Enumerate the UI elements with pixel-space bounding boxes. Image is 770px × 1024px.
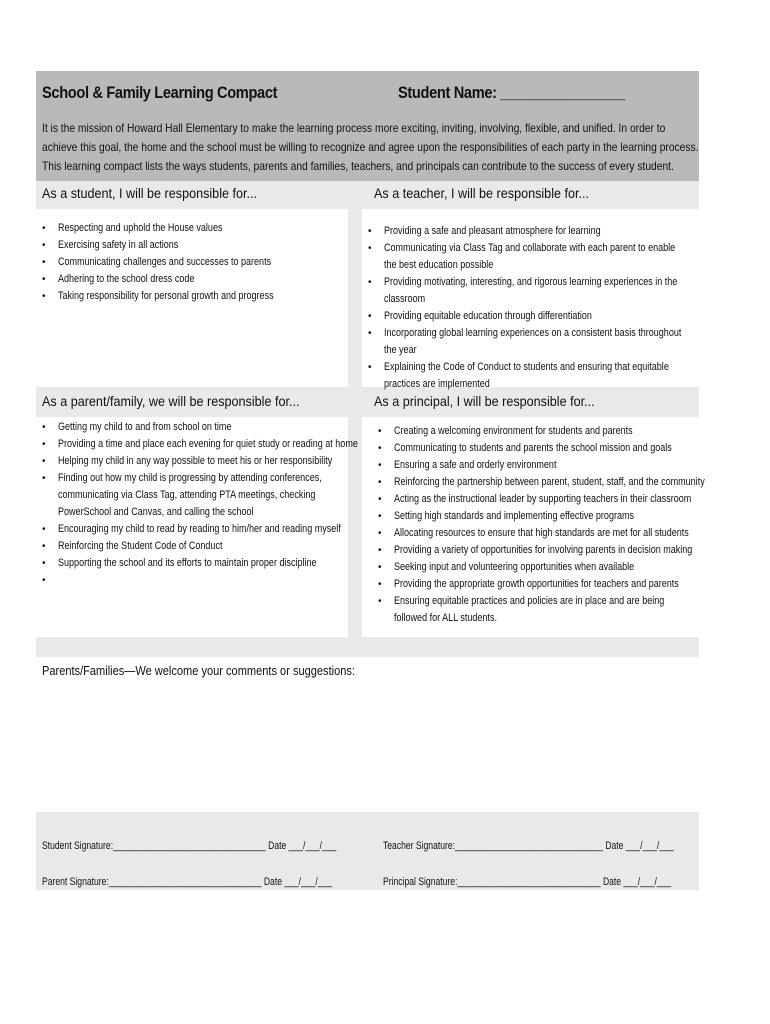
list-item: • Finding out how my child is progressing by attending conferences, communicating via Class Tag, attending PTA meetings, checking PowerSchool and Canvas, and calling the school [36,470,348,521]
parent-signature-line: Parent Signature:________________________________ Date ___/___/___ [42,876,333,888]
compact-header [36,71,699,181]
list-item: • Reinforcing the partnership between parent, student, staff, and the community [372,474,699,491]
comments-label: Parents/Families—We welcome your comments or suggestions: [42,663,355,678]
parent-box [36,417,358,637]
mission-statement: It is the mission of Howard Hall Elementary to make the learning process more exciting, inviting, involving, flexible, and unified. In order to achieve this goal, the home and the school must be willing to recognize and agree upon the responsibilities of each party in the learning process. This learning compact lists the ways students, parents and families, teachers, and principals can contribute to the success of every student. [42,121,699,173]
list-item: • Communicating to students and parents the school mission and goals [372,440,699,457]
responsibilities-grid [36,181,705,657]
list-item: • Seeking input and volunteering opportunities when available [372,559,699,576]
list-item: • Getting my child to and from school on time [36,419,348,436]
list-item: • Setting high standards and implementing effective programs [372,508,699,525]
list-item: • Ensuring equitable practices and policies are in place and are being followed for ALL students. [372,593,699,627]
student-box [36,209,348,387]
list-item: • Encouraging my child to read by reading to him/her and reading myself [36,521,348,538]
list-item: • Allocating resources to ensure that high standards are met for all students [372,525,699,542]
list-item: • Providing the appropriate growth opportunities for teachers and parents [372,576,699,593]
list-item [36,572,348,589]
signature-area [36,812,699,890]
student-heading: As a student, I will be responsible for... [42,185,258,201]
list-item: • Taking responsibility for personal growth and progress [36,288,348,305]
list-item: • Incorporating global learning experiences on a consistent basis throughout the year [362,325,699,359]
list-item: • Adhering to the school dress code [36,271,348,288]
comments-section [36,657,699,812]
principal-box [362,417,705,637]
principal-signature-line: Principal Signature:______________________________ Date ___/___/___ [383,876,672,888]
list-item: • Providing motivating, interesting, and rigorous learning experiences in the classroom [362,274,699,308]
student-name-field: Student Name: ________________ [398,83,625,102]
list-item: • Providing a time and place each evening for quiet study or reading at home [36,436,348,453]
student-signature-line: Student Signature:________________________________ Date ___/___/___ [42,840,337,852]
list-item: • Reinforcing the Student Code of Conduct [36,538,348,555]
list-item: • Exercising safety in all actions [36,237,348,254]
list-item: • Providing a variety of opportunities for involving parents in decision making [372,542,699,559]
list-item: • Creating a welcoming environment for students and parents [372,423,699,440]
teacher-box [362,209,699,390]
principal-heading: As a principal, I will be responsible for... [373,393,595,409]
comments-band [36,637,699,657]
list-item: • Providing a safe and pleasant atmosphere for learning [362,223,699,240]
list-item: • Explaining the Code of Conduct to students and ensuring that equitable practices are implemented [362,359,699,393]
list-item: • Communicating challenges and successes to parents [36,254,348,271]
teacher-list [362,223,699,393]
list-item: • Acting as the instructional leader by supporting teachers in their classroom [372,491,699,508]
list-item: • Supporting the school and its efforts to maintain proper discipline [36,555,348,572]
list-item: • Communicating via Class Tag and collaborate with each parent to enable the best education possible [362,240,699,274]
parent-heading: As a parent/family, we will be responsible for... [42,393,300,409]
list-item: • Respecting and uphold the House values [36,220,348,237]
list-item: • Helping my child in any way possible to meet his or her responsibility [36,453,348,470]
student-list [36,220,348,305]
list-item: • Providing equitable education through differentiation [362,308,699,325]
document-title: School & Family Learning Compact [42,83,278,102]
parent-list [36,419,358,589]
teacher-signature-line: Teacher Signature:_______________________________ Date ___/___/___ [383,840,674,852]
principal-list [362,423,705,627]
teacher-heading: As a teacher, I will be responsible for... [373,185,589,201]
learning-compact-document [36,71,705,890]
list-item: • Ensuring a safe and orderly environment [372,457,699,474]
